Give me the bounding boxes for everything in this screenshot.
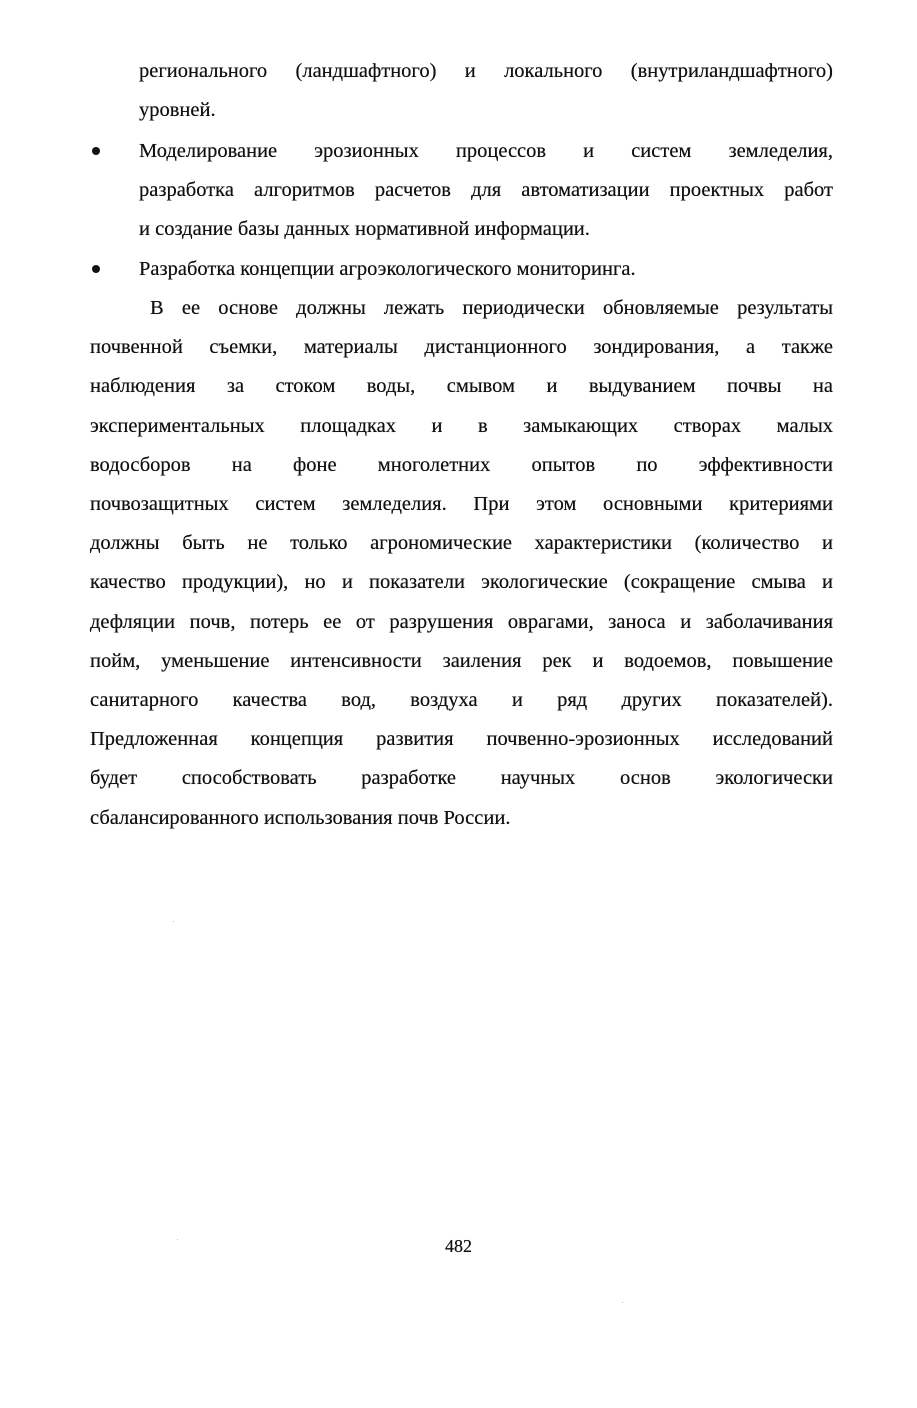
- scan-speck: [173, 921, 174, 922]
- paragraph-line-12: Предложенная концепция развития почвенно-эрозионных исследований: [90, 728, 833, 750]
- paragraph-line-6: почвозащитных систем земледелия. При этом основными критериями: [90, 493, 833, 515]
- paragraph-line-5: водосборов на фоне многолетних опытов по эффективности: [90, 454, 833, 476]
- paragraph-line-4: экспериментальных площадках и в замыкающих створах малых: [90, 415, 833, 437]
- list-continuation-line-1: регионального (ландшафтного) и локального (внутриландшафтного): [139, 60, 833, 82]
- bullet-marker: [92, 147, 100, 155]
- paragraph-line-14: сбалансированного использования почв России.: [90, 807, 511, 829]
- paragraph-line-11: санитарного качества вод, воздуха и ряд других показателей).: [90, 689, 833, 711]
- paragraph-line-2: почвенной съемки, материалы дистанционного зондирования, а также: [90, 336, 833, 358]
- bullet-1-line-2: разработка алгоритмов расчетов для автоматизации проектных работ: [139, 179, 833, 201]
- paragraph-line-9: дефляции почв, потерь ее от разрушения оврагами, заноса и заболачивания: [90, 611, 833, 633]
- paragraph-line-8: качество продукции), но и показатели экологические (сокращение смыва и: [90, 571, 833, 593]
- bullet-2-line-1: Разработка концепции агроэкологического мониторинга.: [139, 258, 636, 280]
- paragraph-line-3: наблюдения за стоком воды, смывом и выдуванием почвы на: [90, 375, 833, 397]
- paragraph-line-13: будет способствовать разработке научных основ экологически: [90, 767, 833, 789]
- paragraph-line-10: пойм, уменьшение интенсивности заиления рек и водоемов, повышение: [90, 650, 833, 672]
- page-number: 482: [445, 1236, 472, 1256]
- scan-speck: [622, 1302, 623, 1303]
- paragraph-line-1: В ее основе должны лежать периодически обновляемые результаты: [150, 297, 833, 319]
- bullet-marker: [92, 265, 100, 273]
- bullet-1-line-1: Моделирование эрозионных процессов и систем земледелия,: [139, 140, 833, 162]
- paragraph-line-7: должны быть не только агрономические характеристики (количество и: [90, 532, 833, 554]
- list-continuation-line-2: уровней.: [139, 99, 216, 121]
- bullet-1-line-3: и создание базы данных нормативной информации.: [139, 218, 590, 240]
